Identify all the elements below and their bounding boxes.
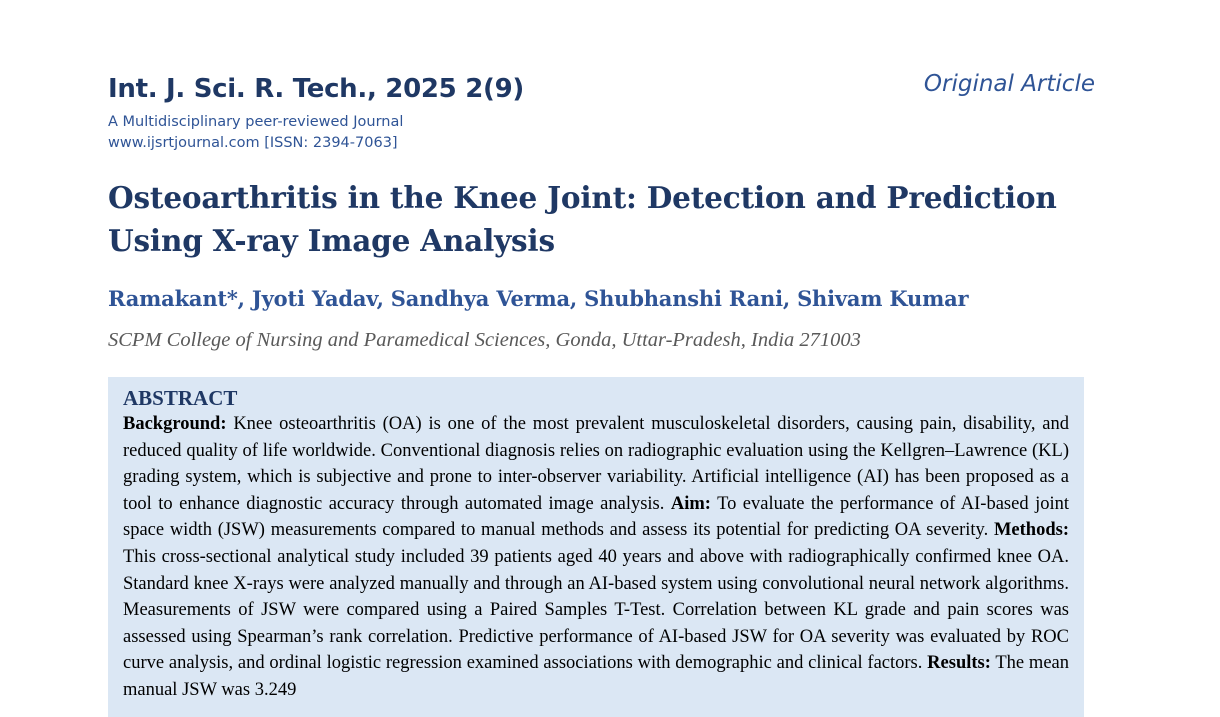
abstract-heading: ABSTRACT: [123, 386, 238, 410]
author-list: Ramakant*, Jyoti Yadav, Sandhya Verma, Shubhanshi Rani, Shivam Kumar: [108, 286, 969, 311]
methods-text: This cross-sectional analytical study included 39 patients aged 40 years and above with radiographically confirmed knee OA. Standard knee X-rays were analyzed manually and through an AI-based system using convolutional neural network algorithms. Measurements of JSW were compared using a Paired Samples T-Test. Correlation between KL grade and pain scores was assessed using Spearman’s rank correlation. Predictive performance of AI-based JSW for OA severity was evaluated by ROC curve analysis, and ordinal logistic regression examined associations with demographic and clinical factors.: [123, 546, 1069, 674]
aim-text: To evaluate the performance of AI-based joint space width (JSW) measurements compared to manual methods and assess its potential for predicting OA severity.: [123, 493, 1069, 541]
paper-title: Osteoarthritis in the Knee Joint: Detection and Prediction Using X-ray Image Analysis: [108, 180, 1057, 258]
journal-citation: Int. J. Sci. R. Tech., 2025 2(9): [108, 74, 524, 104]
journal-tagline: A Multidisciplinary peer-reviewed Journal: [108, 114, 404, 130]
aim-label: Aim:: [670, 493, 711, 514]
author-affiliation: SCPM College of Nursing and Paramedical Sciences, Gonda, Uttar-Pradesh, India 271003: [108, 329, 861, 351]
journal-url-issn: www.ijsrtjournal.com [ISSN: 2394-7063]: [108, 135, 398, 151]
abstract-section: [108, 377, 1084, 717]
results-text: The mean manual JSW was 3.249: [123, 653, 1069, 700]
methods-label: Methods:: [993, 520, 1069, 541]
results-label: Results:: [927, 653, 991, 674]
background-label: Background:: [123, 414, 227, 434]
article-type-label: Original Article: [923, 71, 1095, 97]
background-text: Knee osteoarthritis (OA) is one of the most prevalent musculoskeletal disorders, causing pain, disability, and reduced quality of life worldwide. Conventional diagnosis relies on radiographic evaluation using the Kellgren–Lawrence (KL) grading system, which is subjective and prone to inter-observer variability. Artificial intelligence (AI) has been proposed as a tool to enhance diagnostic accuracy through automated image analysis.: [123, 414, 1069, 514]
abstract-body: [123, 411, 1069, 704]
